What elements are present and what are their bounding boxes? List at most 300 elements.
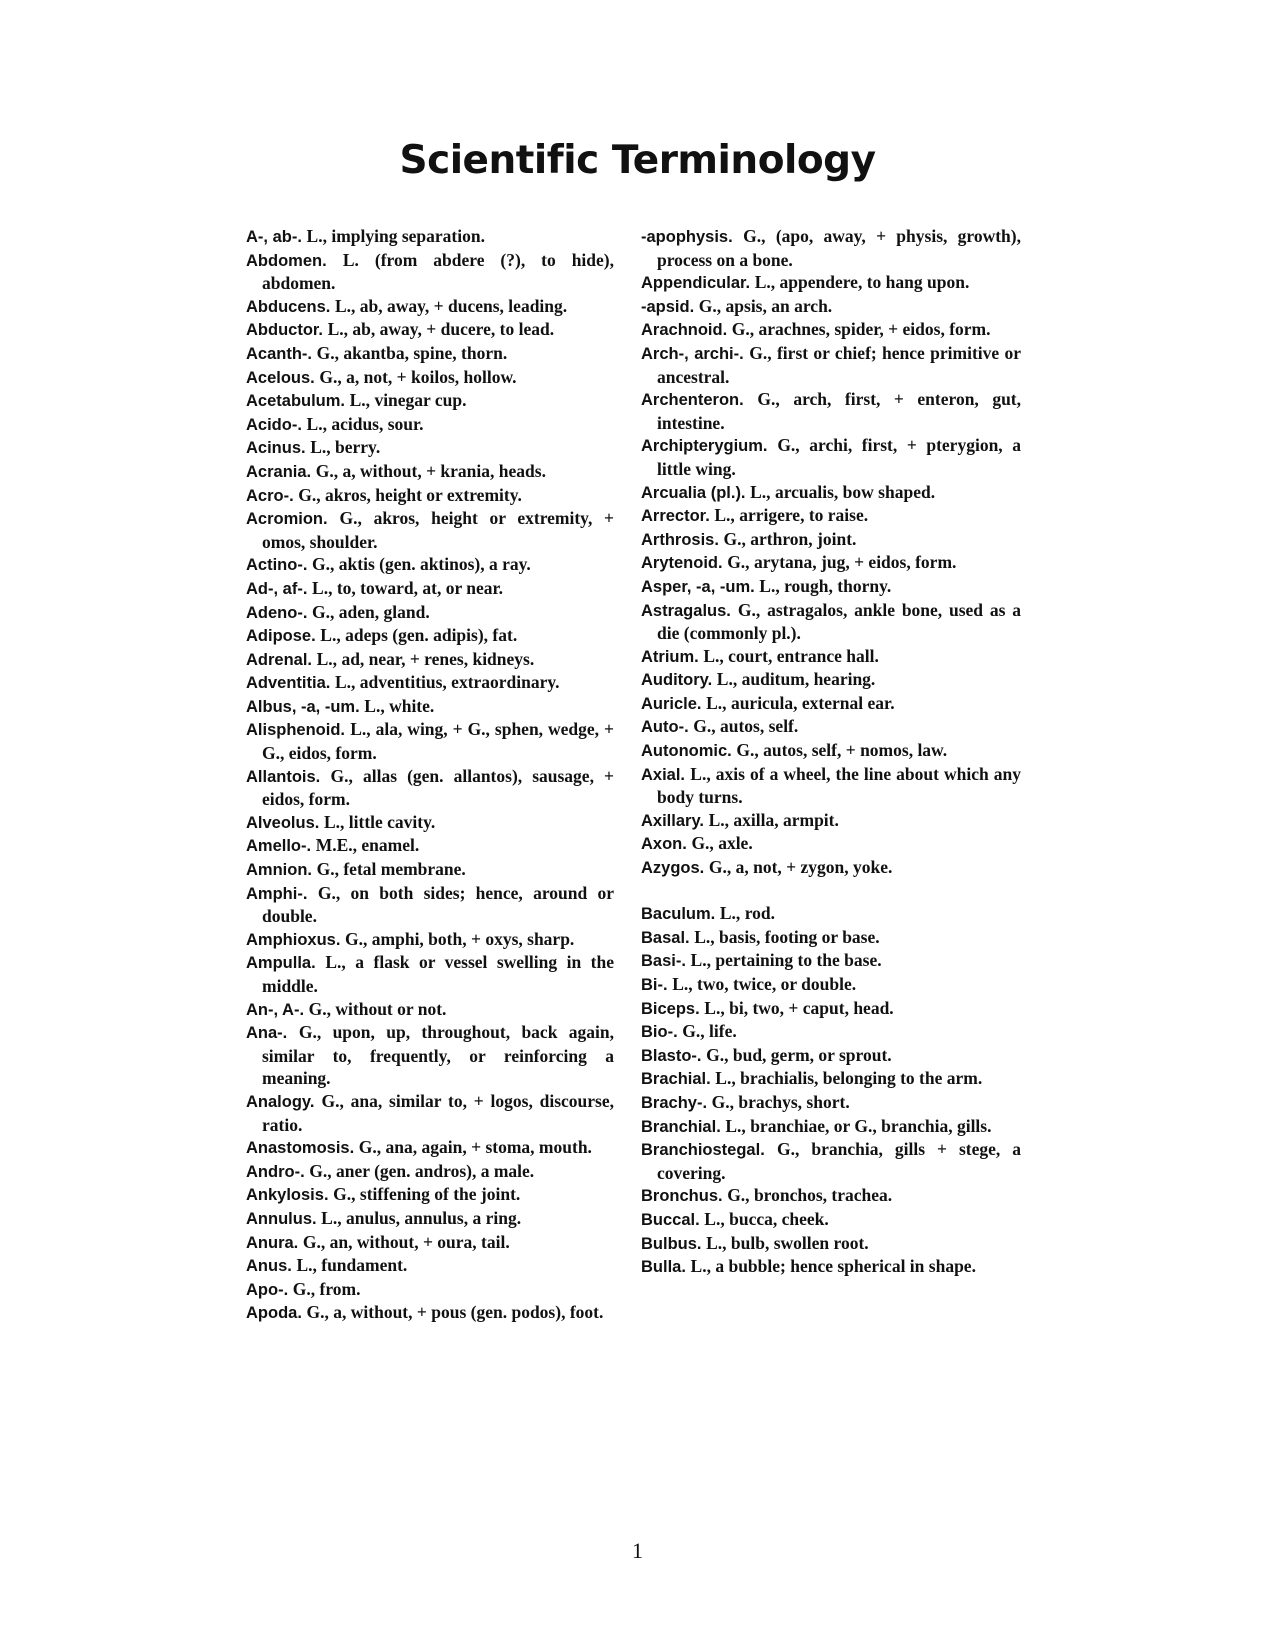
entry-definition: appendere, to hang upon. — [779, 272, 970, 293]
glossary-entry — [246, 765, 614, 811]
entry-source: G., — [777, 1139, 800, 1160]
glossary-entry — [641, 809, 1021, 833]
entry-source: G., — [292, 1278, 316, 1299]
glossary-entry — [246, 1160, 614, 1184]
entry-term: Auto-. — [641, 718, 689, 737]
entry-definition: axilla, armpit. — [733, 809, 839, 830]
glossary-entry — [246, 1278, 614, 1302]
entry-term: Apo-. — [246, 1280, 289, 1299]
entry-term: Abdomen. — [246, 251, 327, 270]
entry-term: Axial. — [641, 765, 686, 784]
entry-term: Anus. — [246, 1257, 292, 1276]
entry-definition: (from abdere (?), to hide), abdomen. — [262, 249, 614, 294]
entry-definition: a, not, + zygon, yoke. — [735, 857, 893, 878]
entry-source: G., — [737, 599, 761, 620]
entry-source: G., — [312, 554, 335, 575]
entry-source: L., — [690, 950, 711, 971]
entry-source: G., — [708, 857, 732, 878]
entry-definition: bucca, cheek. — [729, 1208, 829, 1229]
entry-term: Abducens. — [246, 297, 331, 316]
entry-source: L., — [754, 272, 776, 293]
entry-source: G., — [723, 528, 746, 549]
entry-term: Acetabulum. — [246, 392, 346, 411]
glossary-entry — [641, 1044, 1021, 1068]
entry-term: Brachial. — [641, 1070, 711, 1089]
glossary-entry — [246, 295, 614, 319]
entry-definition: apsis, an arch. — [725, 295, 833, 316]
entry-definition: arcualis, bow shaped. — [774, 481, 936, 502]
glossary-entry — [246, 318, 614, 342]
glossary-entry — [246, 951, 614, 997]
glossary-entry — [246, 413, 614, 437]
entry-term: Branchial. — [641, 1117, 721, 1136]
entry-source: L., — [306, 226, 327, 246]
entry-definition: ab, away, + ducere, to lead. — [352, 319, 555, 340]
entry-term: Bulla. — [641, 1258, 686, 1277]
entry-term: Amello-. — [246, 837, 312, 856]
entry-source: G., — [358, 1137, 382, 1158]
entry-definition: amphi, both, + oxys, sharp. — [371, 928, 575, 949]
entry-source: L., — [690, 1256, 711, 1277]
entry-definition: life. — [709, 1021, 737, 1042]
glossary-entry — [246, 1183, 614, 1207]
glossary-entry — [246, 1090, 614, 1136]
entry-definition: adeps (gen. adipis), fat. — [345, 625, 518, 646]
glossary-entry — [641, 504, 1021, 528]
entry-term: Amphioxus. — [246, 930, 341, 949]
entry-definition: acidus, sour. — [331, 413, 424, 434]
entry-definition: stiffening of the joint. — [359, 1184, 521, 1205]
entry-definition: fetal membrane. — [343, 859, 466, 880]
entry-definition: an, without, + oura, tail. — [329, 1231, 510, 1252]
glossary-entry — [246, 928, 614, 952]
entry-term: Arrector. — [641, 507, 710, 526]
entry-term: Auricle. — [641, 694, 702, 713]
entry-definition: auditum, hearing. — [741, 669, 876, 690]
entry-source: G., — [731, 319, 755, 340]
glossary-entry — [641, 388, 1021, 434]
glossary-entry — [641, 832, 1021, 856]
entry-source: G., — [298, 484, 321, 505]
glossary-entry — [641, 763, 1021, 809]
entry-term: Andro-. — [246, 1162, 305, 1181]
entry-definition: aner (gen. andros), a male. — [336, 1160, 535, 1181]
entry-source: L., — [296, 1255, 317, 1276]
entry-source: G., — [777, 435, 800, 456]
entry-term: Actino-. — [246, 556, 308, 575]
glossary-entry — [641, 1115, 1021, 1139]
entry-source: G., — [757, 389, 780, 410]
entry-definition: rough, thorny. — [784, 575, 892, 596]
entry-term: Asper, -a, -um. — [641, 577, 755, 596]
glossary-entry — [641, 1091, 1021, 1115]
glossary-entry — [641, 856, 1021, 880]
entry-term: Ankylosis. — [246, 1186, 329, 1205]
glossary-entry — [246, 577, 614, 601]
glossary-entry — [641, 1232, 1021, 1256]
entry-source: L., — [694, 926, 715, 947]
glossary-entry — [641, 1138, 1021, 1184]
entry-term: Arcualia (pl.). — [641, 483, 746, 502]
entry-term: Acanth-. — [246, 344, 312, 363]
glossary-entry — [246, 1021, 614, 1090]
entry-definition: a flask or vessel swelling in the middle. — [262, 952, 614, 996]
entry-source: L., — [364, 695, 385, 716]
glossary-entry — [246, 601, 614, 625]
entry-definition: branchia, gills + stege, a covering. — [657, 1139, 1022, 1183]
entry-definition: arthron, joint. — [750, 528, 857, 549]
entry-term: Bulbus. — [641, 1234, 702, 1253]
glossary-entry — [246, 624, 614, 648]
entry-term: Arthrosis. — [641, 530, 719, 549]
glossary-entry — [641, 1020, 1021, 1044]
glossary-entry — [641, 342, 1021, 388]
glossary-entry — [246, 553, 614, 577]
entry-source: G., — [727, 1185, 750, 1206]
glossary-entry — [246, 366, 614, 390]
entry-source: G., — [302, 1231, 326, 1252]
entry-definition: bud, germ, or sprout. — [732, 1044, 892, 1065]
entry-source: M.E., — [315, 835, 358, 856]
entry-source: L., — [706, 1232, 727, 1253]
entry-source: G., — [711, 1091, 734, 1112]
glossary-entry — [641, 668, 1021, 692]
entry-source: L., — [334, 672, 356, 693]
entry-definition: ab, away, + ducens, leading. — [359, 295, 568, 316]
glossary-entry — [641, 271, 1021, 295]
entry-term: Biceps. — [641, 999, 700, 1018]
entry-term: Auditory. — [641, 671, 713, 690]
entry-term: Ampulla. — [246, 954, 316, 973]
glossary-entry — [641, 902, 1021, 926]
glossary-entry — [246, 436, 614, 460]
entry-term: Acido-. — [246, 415, 302, 434]
entry-definition: (apo, away, + physis, growth), process on a bone. — [657, 226, 1021, 270]
entry-term: Acro-. — [246, 486, 294, 505]
entry-definition: a, without, + krania, heads. — [342, 460, 546, 481]
entry-definition: axis of a wheel, the line about which any body turns. — [657, 763, 1022, 808]
entry-source: L., — [334, 295, 356, 316]
glossary-entry — [641, 295, 1021, 319]
entry-definition: ad, near, + renes, kidneys. — [341, 648, 535, 669]
entry-source: L., — [719, 903, 741, 924]
entry-definition: to, toward, at, or near. — [336, 577, 504, 598]
entry-definition: allas (gen. allantos), sausage, + eidos, form. — [262, 765, 614, 810]
entry-term: Arytenoid. — [641, 554, 723, 573]
entry-source: L., — [690, 763, 711, 784]
entry-term: Amphi-. — [246, 884, 308, 903]
glossary-entry — [246, 225, 614, 249]
entry-definition: pertaining to the base. — [715, 950, 882, 971]
entry-term: Bio-. — [641, 1023, 678, 1042]
entry-term: -apsid. — [641, 297, 695, 316]
entry-definition: auricula, external ear. — [730, 692, 895, 713]
glossary-entry — [246, 249, 614, 295]
glossary-entry — [641, 528, 1021, 552]
entry-source: G., — [312, 601, 335, 622]
entry-definition: a, not, + koilos, hollow. — [346, 366, 517, 387]
entry-source: G., — [743, 226, 766, 246]
entry-definition: akros, height or extremity. — [325, 484, 522, 505]
glossary-entry — [246, 998, 614, 1022]
entry-term: Annulus. — [246, 1209, 317, 1228]
entry-term: Ad-, af-. — [246, 579, 308, 598]
entry-source: G., — [317, 882, 341, 903]
entry-definition: adventitius, extraordinary. — [359, 672, 560, 693]
entry-definition: ala, wing, + G., sphen, wedge, + G., eidos, form. — [262, 719, 614, 764]
entry-source: G., — [316, 859, 339, 880]
glossary-entry — [641, 1255, 1021, 1279]
entry-term: Brachy-. — [641, 1093, 708, 1112]
entry-term: Adeno-. — [246, 603, 308, 622]
entry-definition: anulus, annulus, a ring. — [345, 1207, 522, 1228]
entry-term: Anura. — [246, 1233, 299, 1252]
entry-term: Archipterygium. — [641, 437, 768, 456]
entry-source: L., — [708, 809, 730, 830]
entry-definition: a, without, + pous (gen. podos), foot. — [333, 1302, 604, 1323]
glossary-entry — [246, 460, 614, 484]
glossary-entry — [246, 342, 614, 366]
entry-term: An-, A-. — [246, 1000, 305, 1019]
entry-term: Arachnoid. — [641, 321, 728, 340]
entry-term: Baculum. — [641, 905, 716, 924]
entry-source: G., — [682, 1021, 705, 1042]
entry-source: L., — [704, 1208, 725, 1229]
entry-definition: rod. — [744, 903, 775, 924]
glossary-entry — [641, 318, 1021, 342]
entry-source: L., — [321, 1207, 342, 1228]
glossary-entry — [641, 645, 1021, 669]
entry-definition: astragalos, ankle bone, used as a die (commonly pl.). — [657, 599, 1022, 644]
entry-source: G., — [345, 928, 368, 949]
entry-term: Bi-. — [641, 976, 668, 994]
entry-term: Apoda. — [246, 1304, 302, 1323]
glossary-entry — [246, 718, 614, 764]
entry-term: Abductor. — [246, 321, 323, 340]
entry-definition: vinegar cup. — [374, 390, 467, 411]
entry-source: L., — [703, 645, 724, 666]
glossary-entry — [641, 225, 1021, 271]
entry-term: Archenteron. — [641, 391, 744, 410]
entry-term: Acromion. — [246, 510, 328, 529]
entry-source: G., — [333, 1184, 356, 1205]
glossary-entry — [641, 692, 1021, 716]
entry-definition: berry. — [335, 437, 381, 458]
entry-source: L., — [706, 692, 727, 713]
entry-source: L., — [312, 577, 333, 598]
glossary-entry — [641, 1184, 1021, 1208]
entry-source: G., — [319, 366, 342, 387]
entry-source: G., — [691, 833, 714, 854]
entry-term: Adipose. — [246, 627, 316, 646]
entry-definition: arachnes, spider, + eidos, form. — [758, 319, 991, 340]
glossary-entry — [641, 1208, 1021, 1232]
entry-source: G., — [308, 998, 332, 1019]
entry-source: G., — [693, 716, 716, 737]
entry-source: G., — [321, 1090, 344, 1111]
entry-definition: fundament. — [321, 1255, 408, 1276]
entry-definition: white. — [389, 695, 435, 716]
entry-term: Adventitia. — [246, 674, 331, 693]
entry-term: Buccal. — [641, 1210, 700, 1229]
entry-source: L., — [306, 413, 327, 434]
entry-definition: autos, self. — [720, 716, 799, 737]
glossary-entry — [246, 1301, 614, 1325]
entry-definition: from. — [319, 1278, 361, 1299]
entry-source: L., — [349, 390, 371, 411]
entry-definition: enamel. — [361, 835, 420, 856]
entry-definition: brachialis, belonging to the arm. — [740, 1068, 983, 1089]
glossary-entry — [246, 882, 614, 928]
entry-source: L., — [715, 1068, 736, 1089]
entry-definition: axle. — [718, 833, 753, 854]
entry-term: Bronchus. — [641, 1187, 723, 1206]
entry-source: G., — [736, 740, 759, 761]
entry-definition: two, twice, or double. — [697, 974, 857, 994]
entry-term: Analogy. — [246, 1092, 315, 1111]
entry-term: Arch-, archi-. — [641, 344, 744, 363]
entry-definition: court, entrance hall. — [728, 645, 879, 666]
entry-term: Axillary. — [641, 811, 704, 830]
entry-source: L., — [714, 505, 735, 526]
entry-source: L., — [323, 811, 345, 832]
entry-definition: arrigere, to raise. — [739, 505, 869, 526]
entry-term: Axon. — [641, 835, 687, 854]
entry-term: Autonomic. — [641, 742, 732, 761]
entry-term: Acrania. — [246, 462, 312, 481]
entry-source: L., — [310, 437, 331, 458]
entry-term: Blasto-. — [641, 1046, 702, 1065]
entry-term: Basal. — [641, 928, 690, 947]
entry-source: G., — [316, 342, 339, 363]
glossary-entry — [246, 834, 614, 858]
entry-source: G., — [306, 1302, 329, 1323]
entry-definition: ana, again, + stoma, mouth. — [385, 1137, 592, 1158]
entry-term: Acelous. — [246, 368, 315, 387]
left-column — [246, 225, 614, 1325]
entry-term: Alveolus. — [246, 813, 320, 832]
entry-term: A-, ab-. — [246, 228, 302, 246]
entry-source: G., — [309, 1160, 332, 1181]
glossary-entry — [641, 1067, 1021, 1091]
entry-definition: aden, gland. — [338, 601, 430, 622]
entry-source: L., — [325, 952, 346, 973]
entry-term: Acinus. — [246, 439, 306, 458]
glossary-entry — [641, 481, 1021, 505]
glossary-entry — [246, 484, 614, 508]
entry-definition: bronchos, trachea. — [753, 1185, 893, 1206]
entry-term: Anastomosis. — [246, 1139, 355, 1158]
glossary-entry — [641, 715, 1021, 739]
entry-source: G., — [706, 1044, 729, 1065]
entry-source: G., — [330, 765, 353, 786]
entry-definition: bi, two, + caput, head. — [729, 997, 894, 1018]
entry-source: G., — [727, 552, 750, 573]
glossary-entry — [641, 739, 1021, 763]
entry-source: L., — [672, 974, 693, 994]
glossary-entry — [641, 599, 1021, 645]
glossary-entry — [641, 926, 1021, 950]
glossary-entry — [246, 389, 614, 413]
entry-source: L., — [750, 481, 771, 502]
entry-term: Basi-. — [641, 952, 686, 971]
entry-source: L., — [725, 1115, 746, 1136]
entry-definition: arch, first, + enteron, gut, intestine. — [657, 389, 1022, 433]
glossary-entry — [641, 997, 1021, 1021]
entry-term: Amnion. — [246, 861, 312, 880]
entry-term: Appendicular. — [641, 274, 751, 293]
glossary-entry — [246, 811, 614, 835]
entry-term: Albus, -a, -um. — [246, 697, 360, 716]
entry-definition: akantba, spine, thorn. — [343, 342, 508, 363]
glossary-entry — [641, 434, 1021, 480]
entry-definition: arytana, jug, + eidos, form. — [753, 552, 957, 573]
entry-term: Branchiostegal. — [641, 1141, 765, 1160]
entry-source: L., — [320, 625, 341, 646]
entry-term: Astragalus. — [641, 601, 731, 620]
glossary-entry — [641, 551, 1021, 575]
entry-term: Adrenal. — [246, 650, 313, 669]
glossary-entry — [641, 949, 1021, 973]
entry-source: G., — [698, 295, 722, 316]
entry-source: G., — [315, 460, 339, 481]
entry-source: L., — [350, 719, 371, 740]
entry-term: Azygos. — [641, 859, 705, 878]
entry-term: Alisphenoid. — [246, 721, 345, 740]
glossary-entry — [246, 671, 614, 695]
entry-term: -apophysis. — [641, 228, 733, 246]
entry-definition: branchiae, or G., branchia, gills. — [750, 1115, 992, 1136]
entry-definition: bulb, swollen root. — [730, 1232, 869, 1253]
entry-definition: upon, up, throughout, back again, similar to, frequently, or reinforcing a meaning. — [262, 1022, 615, 1089]
entry-definition: little cavity. — [348, 811, 436, 832]
entry-source: G., — [298, 1022, 322, 1043]
entry-source: L., — [327, 319, 349, 340]
entry-source: L., — [316, 648, 338, 669]
entry-definition: akros, height or extremity, + omos, shoulder. — [262, 508, 614, 552]
entry-term: Ana-. — [246, 1024, 288, 1043]
glossary-entry — [246, 858, 614, 882]
entry-definition: first or chief; hence primitive or ancestral. — [657, 342, 1021, 387]
glossary-entry — [246, 1207, 614, 1231]
entry-definition: brachys, short. — [738, 1091, 850, 1112]
entry-term: Atrium. — [641, 647, 699, 666]
entry-source: L. — [342, 249, 359, 270]
glossary-entry — [641, 575, 1021, 599]
right-column — [641, 225, 1021, 1279]
entry-source: L., — [716, 669, 738, 690]
glossary-entry — [246, 507, 614, 553]
entry-source: G., — [749, 342, 772, 363]
glossary-entry — [246, 1231, 614, 1255]
entry-source: L., — [759, 575, 780, 596]
glossary-entry — [641, 973, 1021, 997]
entry-term: Allantois. — [246, 767, 321, 786]
glossary-entry — [246, 1254, 614, 1278]
page-title: Scientific Terminology — [399, 138, 876, 183]
entry-definition: on both sides; hence, around or double. — [262, 882, 614, 927]
glossary-entry — [246, 1136, 614, 1160]
entry-definition: without or not. — [335, 998, 447, 1019]
entry-definition: aktis (gen. aktinos), a ray. — [338, 554, 531, 575]
page-number: 1 — [632, 1538, 643, 1563]
entry-source: L., — [704, 997, 725, 1018]
entry-definition: archi, first, + pterygion, a little wing. — [657, 435, 1021, 479]
glossary-entry — [246, 695, 614, 719]
entry-source: G., — [339, 508, 362, 529]
entry-definition: autos, self, + nomos, law. — [763, 740, 948, 761]
entry-definition: ana, similar to, + logos, discourse, ratio. — [262, 1090, 614, 1135]
